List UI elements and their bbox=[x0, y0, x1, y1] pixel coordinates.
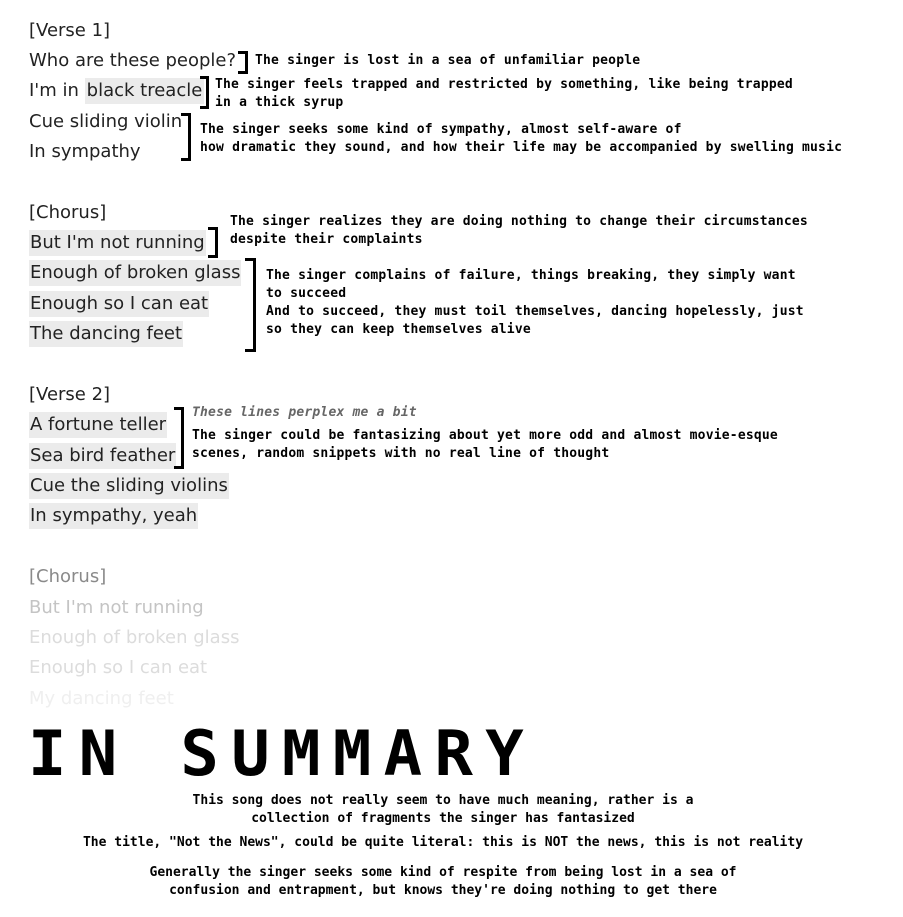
verse1-header: [Verse 1] bbox=[29, 20, 111, 41]
chorus1-header: [Chorus] bbox=[29, 202, 107, 223]
note-v1-2a: The singer feels trapped and restricted by something, like being trapped bbox=[215, 77, 793, 92]
note-v1-3b: how dramatic they sound, and how their life may be accompanied by swelling music bbox=[200, 140, 843, 155]
bracket-v1-1 bbox=[238, 51, 248, 74]
note-c1-2d: so they can keep themselves alive bbox=[266, 322, 531, 337]
chorus2-line1: But I'm not running bbox=[29, 597, 204, 618]
verse1-line3: Cue sliding violin bbox=[29, 111, 183, 132]
verse1-line2-highlight: black treacle bbox=[85, 78, 205, 104]
verse2-header: [Verse 2] bbox=[29, 384, 111, 405]
bracket-v1-2 bbox=[200, 76, 209, 109]
verse2-line1-text: A fortune teller bbox=[29, 412, 167, 438]
note-c1-1a: The singer realizes they are doing nothing to change their circumstances bbox=[230, 214, 808, 229]
note-v2-italic: These lines perplex me a bit bbox=[192, 405, 417, 420]
chorus1-line1 bbox=[29, 231, 206, 255]
chorus1-line4 bbox=[29, 322, 183, 346]
verse2-line3-text: Cue the sliding violins bbox=[29, 473, 229, 499]
verse1-line2-pre: I'm in bbox=[29, 80, 85, 101]
summary-p3b: confusion and entrapment, but knows they're doing nothing to get there bbox=[169, 883, 717, 898]
verse2-line4-text: In sympathy, yeah bbox=[29, 503, 198, 529]
verse1-line2 bbox=[29, 79, 204, 103]
note-v1-3a: The singer seeks some kind of sympathy, almost self-aware of bbox=[200, 122, 682, 137]
verse1-line4: In sympathy bbox=[29, 141, 141, 162]
summary-p1a: This song does not really seem to have much meaning, rather is a bbox=[192, 793, 694, 808]
chorus2-header: [Chorus] bbox=[29, 566, 107, 587]
chorus1-line3 bbox=[29, 292, 209, 316]
verse2-line3 bbox=[29, 474, 229, 498]
chorus1-line3-text: Enough so I can eat bbox=[29, 291, 209, 317]
verse2-line2-text: Sea bird feather bbox=[29, 443, 176, 469]
chorus2-line2: Enough of broken glass bbox=[29, 627, 240, 648]
summary-p3a: Generally the singer seeks some kind of respite from being lost in a sea of bbox=[149, 865, 737, 880]
bracket-c1-2 bbox=[245, 258, 256, 352]
note-c1-2a: The singer complains of failure, things breaking, they simply want bbox=[266, 268, 796, 283]
note-v2-1a: The singer could be fantasizing about yet more odd and almost movie-esque bbox=[192, 428, 778, 443]
note-c1-2c: And to succeed, they must toil themselves, dancing hopelessly, just bbox=[266, 304, 804, 319]
bracket-v2-1 bbox=[174, 407, 184, 469]
note-v2-1b: scenes, random snippets with no real line of thought bbox=[192, 446, 610, 461]
chorus1-line1-text: But I'm not running bbox=[29, 230, 206, 256]
chorus1-line4-text: The dancing feet bbox=[29, 321, 183, 347]
bracket-v1-3 bbox=[181, 113, 191, 161]
verse1-line1: Who are these people? bbox=[29, 50, 237, 71]
note-v1-1: The singer is lost in a sea of unfamiliar people bbox=[255, 53, 641, 68]
verse2-line2 bbox=[29, 444, 176, 468]
chorus1-line2-text: Enough of broken glass bbox=[29, 260, 241, 286]
chorus1-line2 bbox=[29, 261, 241, 285]
note-v1-2b: in a thick syrup bbox=[215, 95, 344, 110]
chorus2-line3: Enough so I can eat bbox=[29, 657, 208, 678]
verse2-line4 bbox=[29, 504, 198, 528]
chorus2-line4: My dancing feet bbox=[29, 688, 174, 709]
note-c1-2b: to succeed bbox=[266, 286, 347, 301]
summary-p1b: collection of fragments the singer has fantasized bbox=[251, 811, 635, 826]
verse2-line1 bbox=[29, 413, 167, 437]
bracket-c1-1 bbox=[208, 227, 218, 258]
note-c1-1b: despite their complaints bbox=[230, 232, 423, 247]
summary-p2: The title, "Not the News", could be quite literal: this is NOT the news, this is not reality bbox=[82, 835, 804, 850]
summary-title: IN SUMMARY bbox=[28, 717, 537, 790]
